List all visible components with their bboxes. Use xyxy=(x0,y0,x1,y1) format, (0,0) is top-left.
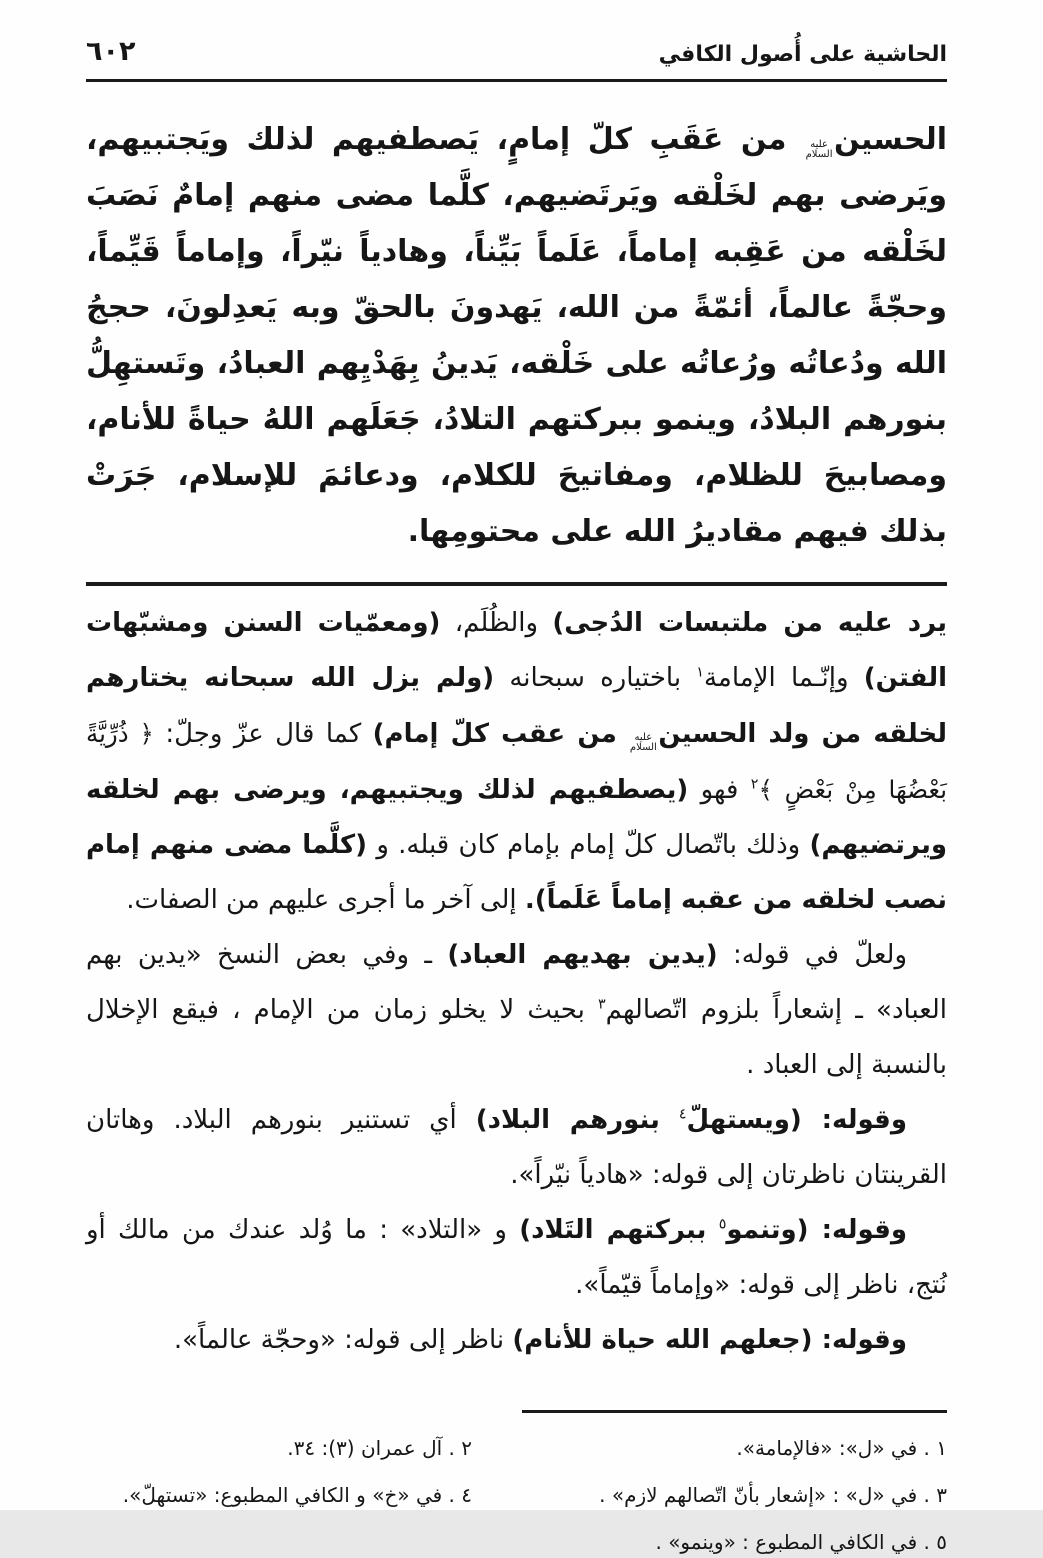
footnotes-grid xyxy=(86,1433,947,1558)
footnote-1: ١ . في «ل»: «فالإمامة». xyxy=(736,1436,947,1460)
footnote-4: ٤ . في «خ» و الكافي المطبوع: «تستهلّ». xyxy=(122,1483,472,1507)
footnote-ref: ٥ xyxy=(718,1216,727,1233)
commentary-paragraph-1 xyxy=(86,596,947,928)
footnote-2: ٢ . آل عمران (٣): ٣٤. xyxy=(287,1436,472,1460)
lemma-quote: (ومعمّيات السنن ومشبّهات الفتن) xyxy=(86,608,948,693)
commentary-text: ـ وفي بعض النسخ «يدين بهم العباد» ـ إشعاراً بلزوم اتّصالهم xyxy=(86,940,947,1025)
footnote-ref: ٣ xyxy=(597,996,606,1013)
lemma-quote: وقوله: (جعلهم الله حياة للأنام) xyxy=(512,1325,907,1355)
matn-run: الحسين xyxy=(834,122,947,157)
commentary-paragraph-3 xyxy=(86,1093,947,1203)
commentary-text: وإنّـما الإمامة xyxy=(703,663,849,693)
commentary-text: ولعلّ في قوله: xyxy=(733,940,908,970)
alayhi-salam-symbol: عليه السلام xyxy=(629,731,657,753)
lemma-quote: وقوله: (وتنمو xyxy=(726,1215,908,1245)
footnote-ref: ١ xyxy=(696,664,704,681)
lemma-quote: بنورهم البلاد) xyxy=(475,1105,660,1135)
commentary-text: كما قال عزّ وجلّ: xyxy=(165,719,362,749)
commentary-text: والظُلَم، xyxy=(454,608,539,638)
commentary-section xyxy=(86,596,947,1368)
book-title: الحاشية على أُصول الكافي xyxy=(658,42,947,67)
footnote-ref: ٢ xyxy=(750,776,759,793)
footnote-5: ٥ . في الكافي المطبوع : «وينمو» . xyxy=(655,1530,947,1554)
footnotes-separator xyxy=(522,1410,947,1413)
lemma-quote: يرد عليه من ملتبسات الدُجى) xyxy=(552,608,947,638)
commentary-text: باختياره سبحانه xyxy=(509,663,682,693)
commentary-text: و «التلاد» : ما وُلد عندك من مالك أو نُتج، ناظر إلى قوله: «وإماماً قيّماً». xyxy=(86,1215,947,1300)
lemma-quote: من عقب كلّ إمام) xyxy=(372,719,617,749)
footnote-3: ٣ . في «ل» : «إشعار بأنّ اتّصالهم لازم» . xyxy=(599,1483,947,1507)
commentary-text: وذلك باتّصال كلّ إمام بإمام كان قبله. و xyxy=(376,830,801,860)
lemma-quote: ببركتهم التَلاد) xyxy=(519,1215,707,1245)
page-number: ٦٠٢ xyxy=(86,36,136,67)
commentary-text: أي تستنير بنورهم البلاد. وهاتان القرينتان ناظرتان إلى قوله: «هادياً نيّراً». xyxy=(86,1105,947,1190)
alayhi-salam-symbol: عليه السلام xyxy=(805,138,833,160)
lemma-quote: (كلَّما مضى منهم إمام نصب لخلقه من عقبه إماماً عَلَماً). xyxy=(86,830,947,915)
footnote-ref: ٤ xyxy=(678,1106,687,1123)
lemma-quote: (ولم يزل الله سبحانه يختارهم لخلقه من ولد الحسين xyxy=(86,663,947,749)
commentary-text: ناظر إلى قوله: «وحجّة عالماً». xyxy=(173,1325,505,1355)
commentary-text: إلى آخر ما أجرى عليهم من الصفات. xyxy=(126,885,517,915)
page-header xyxy=(86,36,947,82)
quran-verse: ﴿ ذُرِّيَّةً بَعْضُهَا مِنْ بَعْضٍ ﴾ xyxy=(86,719,948,804)
commentary-text: فهو xyxy=(700,775,739,805)
lemma-quote: (يدين بهديهم العباد) xyxy=(447,940,718,970)
lemma-quote: (يصطفيهم لذلك ويجتبيهم، ويرضى بهم لخلقه ويرتضيهم) xyxy=(86,775,948,860)
commentary-paragraph-5 xyxy=(86,1313,947,1368)
matn-commentary-separator xyxy=(86,582,947,586)
commentary-paragraph-2 xyxy=(86,928,947,1093)
commentary-paragraph-4 xyxy=(86,1203,947,1313)
lemma-quote: وقوله: (ويستهلّ xyxy=(686,1105,907,1135)
commentary-text: بحيث لا يخلو زمان من الإمام ، فيقع الإخلال بالنسبة إلى العباد . xyxy=(86,995,947,1080)
footnotes-section xyxy=(86,1410,947,1558)
matn-text xyxy=(86,112,947,560)
matn-run: من عَقَبِ كلّ إمامٍ، يَصطفيهم لذلك ويَجتبيهم، ويَرضى بهم لخَلْقه ويَرتَضيهم، كلَّما مضى منهم إمامٌ نَصَبَ لخَلْقه من عَقِبه إماماً، عَلَماً بَيِّناً، وهادياً نيّراً، وإماماً قَيِّماً، وحجّةً عالماً، أئمّةً من الله، يَهدونَ بالحقّ وبه يَعدِلونَ، حججُ الله ودُعاتُه ورُعاتُه على خَلْقه، يَدينُ بِهَدْيِهم العبادُ، وتَستهِلُّ بنورهم البلادُ، وينمو ببركتهم التلادُ، جَعَلَهم اللهُ حياةً للأنام، ومصابيحَ للظلام، ومفاتيحَ للكلام، ودعائمَ للإسلام، جَرَتْ بذلك فيهم مقاديرُ الله على محتومِها. xyxy=(86,122,947,549)
